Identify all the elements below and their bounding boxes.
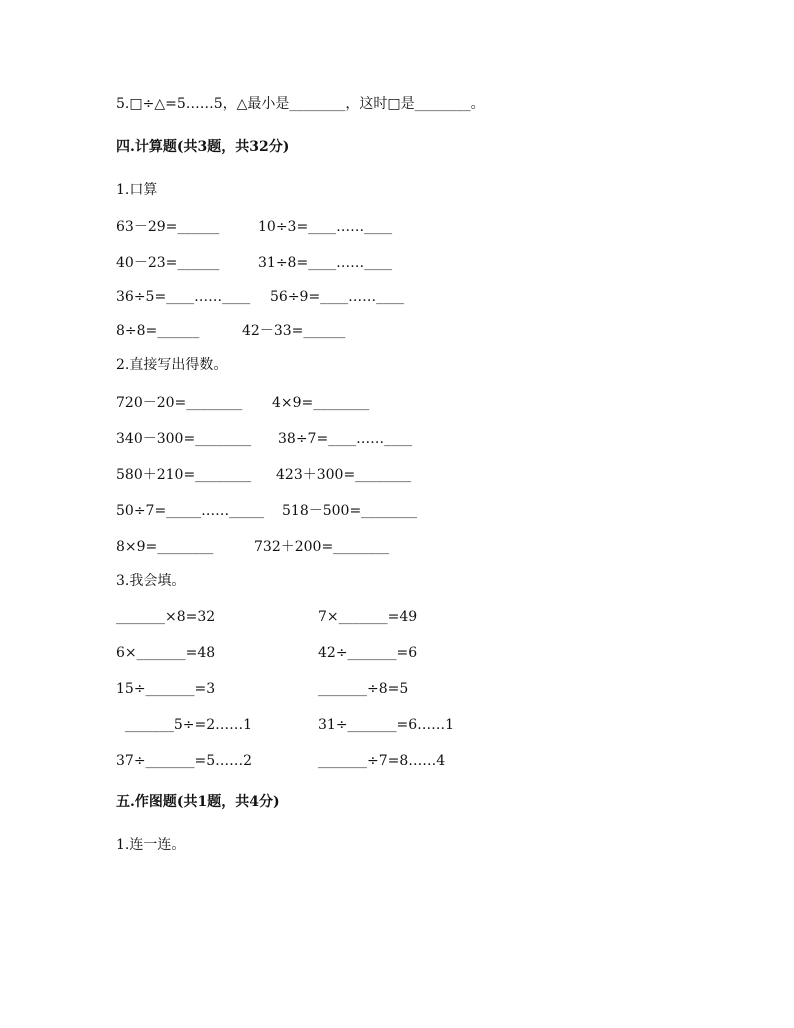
q2-r5-c2: 732＋200=________ [254, 539, 390, 555]
q3-r1-c2: 7×_______=49 [318, 609, 418, 625]
q3-r3-c2: _______÷8=5 [318, 681, 409, 697]
q3-r5-c1: 37÷_______=5……2 [116, 753, 253, 769]
section-4-heading: 四.计算题(共3题，共32分) [116, 139, 290, 155]
q2-r4-c1: 50÷7=_____……_____ [116, 503, 265, 519]
q1-r1-c1: 63－29=______ [116, 219, 220, 235]
q1-r2-c2: 31÷8=____……____ [258, 255, 393, 271]
q3-r4-c1: _______5÷=2……1 [116, 717, 253, 733]
section-5-heading: 五.作图题(共1题，共4分) [116, 794, 280, 810]
q3-r3-c1: 15÷_______=3 [116, 681, 216, 697]
q2-r1-c2: 4×9=________ [272, 395, 370, 411]
q2-r5-c1: 8×9=________ [116, 539, 214, 555]
q2-title: 2.直接写出得数。 [116, 357, 228, 373]
q1-r4-c1: 8÷8=______ [116, 323, 200, 339]
q3-r1-c1: _______×8=32 [116, 609, 216, 625]
q2-r2-c2: 38÷7=____……____ [278, 431, 413, 447]
q5-1-title: 1.连一连。 [116, 837, 186, 853]
q1-r3-c2: 56÷9=____……____ [270, 289, 405, 305]
q2-r3-c1: 580＋210=________ [116, 467, 252, 483]
q1-r2-c1: 40－23=______ [116, 255, 220, 271]
q1-title: 1.口算 [116, 182, 158, 198]
q2-r3-c2: 423＋300=________ [276, 467, 412, 483]
question-5-line: 5.□÷△=5……5，△最小是________，这时□是________。 [116, 96, 485, 112]
q2-r1-c1: 720－20=________ [116, 395, 243, 411]
q1-r1-c2: 10÷3=____……____ [258, 219, 393, 235]
q2-r2-c1: 340－300=________ [116, 431, 252, 447]
q2-r4-c2: 518－500=________ [282, 503, 418, 519]
q3-r2-c2: 42÷_______=6 [318, 645, 418, 661]
q3-title: 3.我会填。 [116, 573, 186, 589]
q1-r3-c1: 36÷5=____……____ [116, 289, 251, 305]
q1-r4-c2: 42－33=______ [242, 323, 346, 339]
q3-r4-c2: 31÷_______=6……1 [318, 717, 455, 733]
q3-r2-c1: 6×_______=48 [116, 645, 216, 661]
q3-r5-c2: _______÷7=8……4 [318, 753, 446, 769]
